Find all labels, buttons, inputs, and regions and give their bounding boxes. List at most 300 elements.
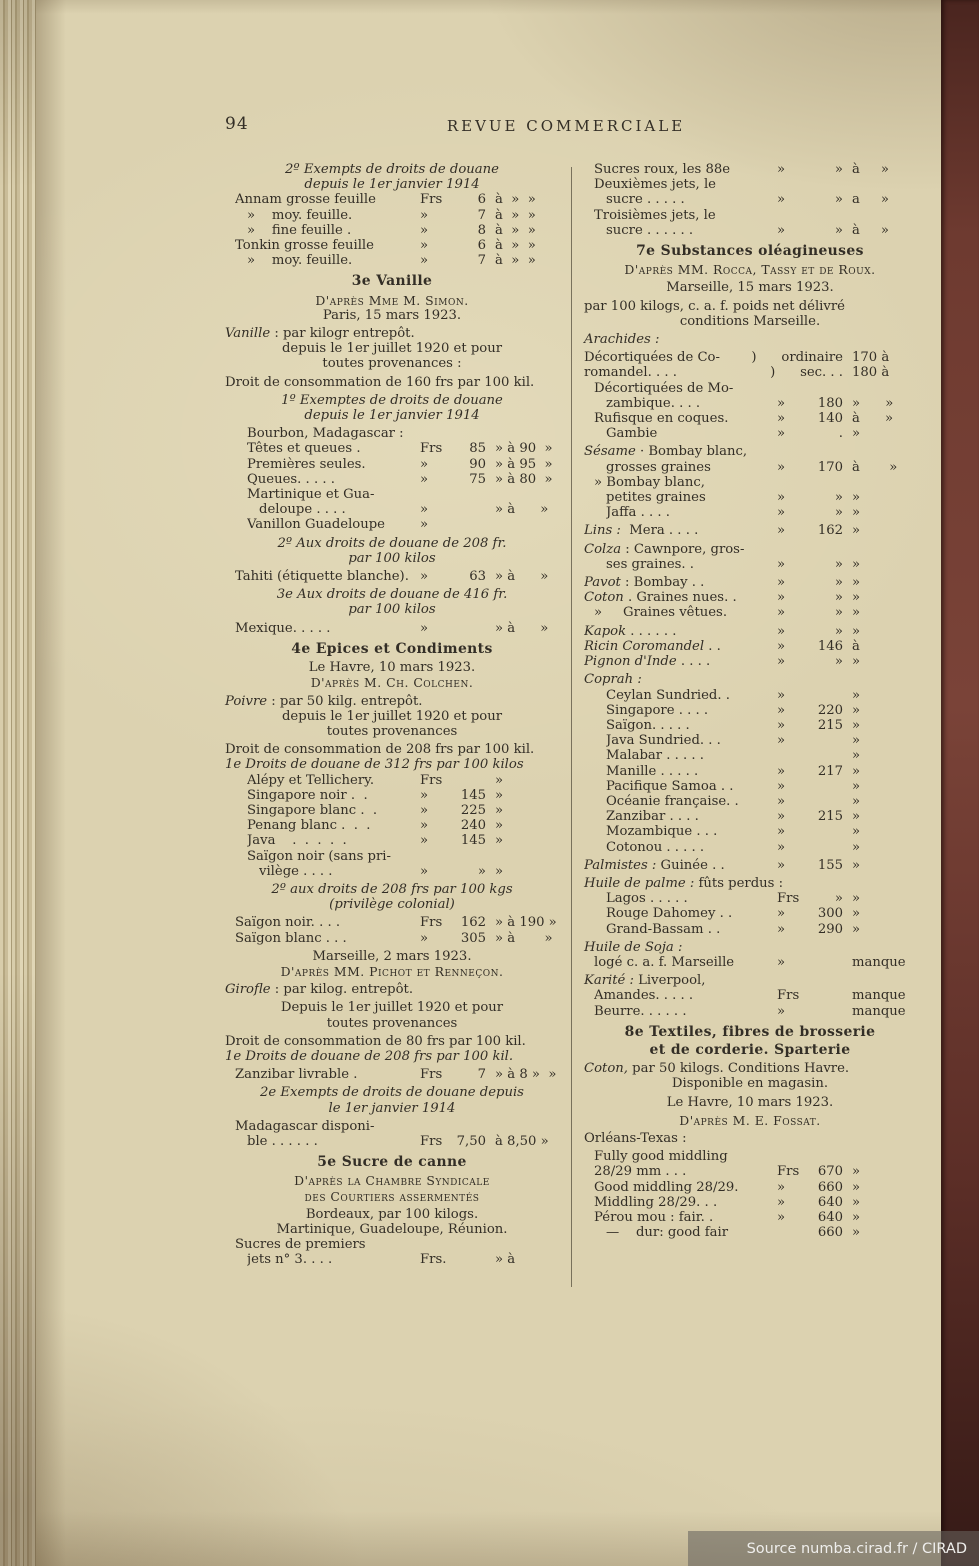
price-row: [584, 922, 916, 937]
text-line: toutes provenances: [326, 723, 458, 739]
row-label: sucre . . . . .: [606, 192, 685, 208]
row-value-c2: [807, 733, 843, 748]
row-label: Java . . . . .: [247, 833, 347, 849]
row-value-c2: »: [834, 590, 843, 606]
row-value-c3: »: [852, 809, 861, 825]
row-value-c1: »: [777, 459, 786, 475]
row-value-c1: Frs: [420, 1067, 443, 1083]
row-value-c1: Frs: [420, 772, 443, 788]
row-value-c2: 240: [460, 818, 486, 834]
row-value-c1: »: [777, 505, 786, 521]
price-row: [584, 733, 916, 748]
row-value-c3: »: [852, 505, 861, 521]
row-value-c2: 63: [469, 569, 486, 585]
row-value-c3: »: [852, 1210, 861, 1225]
row-value-c1: »: [777, 839, 786, 855]
row-value-c2: 290: [817, 921, 843, 937]
row-value-c3: »: [852, 824, 861, 840]
row-value-c1: »: [777, 395, 786, 411]
row-value-c1: Frs: [420, 1133, 443, 1149]
row-value-c3: » à 90 »: [495, 441, 553, 457]
row-value-c3: manque: [852, 1003, 906, 1019]
row-label: Tonkin grosse feuille: [235, 238, 374, 254]
text-line: (privilège colonial): [329, 897, 455, 913]
text-line: Martinique, Guadeloupe, Réunion.: [276, 1222, 508, 1237]
row-label: Saïgon. . . . .: [606, 717, 690, 733]
row-value-c2: [450, 773, 486, 788]
text-line: Karité : Liverpool,: [584, 973, 706, 989]
text-line: Droit de consommation de 80 frs par 100 kil.: [225, 1033, 526, 1049]
row-value-c1: »: [777, 556, 786, 572]
text-line: Décortiquées de Mo-: [594, 380, 734, 396]
row-value-c2: 7,50: [456, 1133, 486, 1149]
row-label: Singapore . . . .: [606, 702, 709, 718]
row-label: jets n° 3. . . .: [247, 1252, 333, 1268]
text-line: 2º Exempts de droits de douane: [285, 162, 499, 177]
row-label: Middling 28/29. . .: [594, 1194, 718, 1210]
row-value-c3: [486, 517, 559, 532]
row-label: Alépy et Tellichery.: [247, 772, 375, 788]
row-label: Océanie française. .: [606, 793, 739, 809]
row-value-c3: »: [852, 623, 861, 639]
row-value-c3: »: [852, 857, 861, 873]
text-line: Disponible en magasin.: [671, 1076, 829, 1092]
price-row: [225, 788, 559, 803]
row-label: Manille . . . . .: [606, 763, 699, 779]
row-value-c3: »: [852, 490, 861, 506]
row-value-c3: à »: [852, 222, 889, 238]
price-row: [225, 1252, 559, 1267]
price-row: [584, 955, 916, 970]
price-row: [584, 192, 916, 207]
text-line: 1e Droits de douane de 208 frs par 100 kil.: [225, 1048, 514, 1064]
row-value-c1: [773, 1225, 807, 1240]
row-label: Lagos . . . . .: [606, 891, 688, 907]
text-line: toutes provenances :: [322, 356, 462, 372]
price-row: [225, 208, 559, 223]
row-value-c1: Frs: [420, 192, 443, 208]
row-value-c1: »: [777, 426, 786, 442]
text-line: toutes provenances: [326, 1015, 458, 1031]
price-row: [225, 915, 559, 930]
row-value-c3: 180 à: [852, 365, 890, 381]
price-row: [584, 162, 916, 177]
row-value-c2: 660: [817, 1225, 843, 1241]
row-value-c1: Frs: [420, 915, 443, 931]
row-value-c2: [807, 688, 843, 703]
row-value-c1: »: [420, 517, 429, 533]
row-value-c2: 220: [817, 702, 843, 718]
byline: D'après MM. Pichot et Renneçon.: [280, 963, 504, 979]
row-value-c2: 162: [460, 915, 486, 931]
row-value-c1: »: [420, 253, 429, 269]
row-value-c1: »: [420, 818, 429, 834]
row-value-c1: »: [777, 733, 786, 749]
row-value-c2: [450, 621, 486, 636]
price-row: [225, 192, 559, 207]
price-row: [225, 502, 559, 517]
row-value-c3: »: [852, 523, 861, 539]
row-label: logé c. a. f. Marseille: [594, 954, 735, 970]
byline: D'après M. E. Fossat.: [679, 1112, 821, 1128]
price-row: [584, 1210, 916, 1225]
price-row: [584, 779, 916, 794]
row-value-c2: sec. . .: [800, 365, 843, 381]
row-value-c1: »: [420, 802, 429, 818]
price-row: [225, 931, 559, 946]
row-value-c1: [773, 748, 807, 763]
row-value-c1: »: [777, 1194, 786, 1210]
row-value-c1: »: [777, 824, 786, 840]
row-value-c3: »: [852, 575, 861, 591]
row-value-c3: » à: [495, 1252, 516, 1268]
row-label: Saïgon blanc . . .: [235, 930, 347, 946]
text-line: Arachides :: [584, 332, 660, 348]
row-label: Rouge Dahomey . .: [606, 906, 733, 922]
row-value-c3: »: [852, 778, 861, 794]
row-label: ble . . . . . .: [247, 1133, 318, 1149]
row-value-c3: »: [852, 906, 861, 922]
text-line: par 100 kilos: [348, 550, 436, 566]
page-number: 94: [225, 114, 249, 134]
row-label: Pignon d'Inde . . . .: [584, 654, 711, 670]
row-value-c1: »: [777, 763, 786, 779]
row-value-c2: »: [834, 891, 843, 907]
row-label: Pavot : Bombay . .: [584, 575, 705, 591]
row-value-c2: [807, 955, 843, 970]
row-value-c1: »: [777, 590, 786, 606]
row-label: Mexique. . . . .: [235, 620, 331, 636]
row-value-c3: »: [852, 717, 861, 733]
price-row: [584, 365, 916, 380]
row-value-c2: 8: [477, 222, 486, 238]
row-label: Beurre. . . . . .: [594, 1003, 687, 1019]
row-value-c2: [807, 988, 843, 1003]
row-value-c1: »: [777, 638, 786, 654]
row-value-c1: »: [420, 930, 429, 946]
page-paper: [36, 0, 941, 1566]
text-line: depuis le 1er janvier 1914: [304, 408, 480, 424]
row-value-c2: 155: [817, 857, 843, 873]
text-line: Marseille, 15 mars 1923.: [666, 280, 834, 296]
price-row: [584, 1004, 916, 1019]
row-value-c1: »: [777, 605, 786, 621]
price-row: [584, 624, 916, 639]
row-value-c1: »: [777, 411, 786, 427]
row-value-c1: »: [777, 1003, 786, 1019]
price-row: [225, 818, 559, 833]
row-value-c3: à: [852, 638, 860, 654]
row-value-c1: »: [777, 1179, 786, 1195]
row-value-c3: »: [852, 921, 861, 937]
text-line: Poivre : par 50 kilg. entrepôt.: [225, 693, 423, 709]
row-value-c2: 170: [817, 459, 843, 475]
text-line: Huile de palme : fûts perdus :: [584, 875, 784, 891]
text-line: Madagascar disponi-: [235, 1118, 375, 1134]
row-value-c2: [807, 824, 843, 839]
row-value-c2: »: [834, 605, 843, 621]
book-cover-strip: [941, 0, 979, 1566]
row-value-c2: »: [834, 556, 843, 572]
row-value-c3: »: [852, 1179, 861, 1195]
price-row: [584, 350, 916, 365]
row-value-c2: 670: [817, 1164, 843, 1180]
row-value-c1: »: [777, 717, 786, 733]
row-value-c2: [807, 840, 843, 855]
row-value-c3: » à 8 » »: [495, 1067, 557, 1083]
text-line: Deuxièmes jets, le: [594, 177, 716, 193]
text-line: Paris, 15 mars 1923.: [322, 307, 462, 323]
book-binding-edges: [0, 0, 36, 1566]
row-label: Ricin Coromandel . .: [584, 638, 721, 654]
row-label: Palmistes : Guinée . .: [584, 857, 725, 873]
row-value-c1: Frs: [420, 441, 443, 457]
text-line: Bordeaux, par 100 kilogs.: [305, 1206, 479, 1222]
price-row: [225, 569, 559, 584]
row-value-c2: 305: [460, 930, 486, 946]
row-label: — dur: good fair: [606, 1225, 729, 1241]
row-value-c2: 7: [477, 207, 486, 223]
price-row: [225, 457, 559, 472]
row-value-c1: »: [420, 471, 429, 487]
row-value-c3: a »: [852, 192, 889, 208]
section-heading: 7e Substances oléagineuses: [636, 243, 864, 260]
row-value-c3: à »: [852, 411, 894, 427]
row-value-c1: »: [777, 222, 786, 238]
row-value-c1: »: [420, 502, 429, 518]
row-value-c3: »: [852, 1164, 861, 1180]
row-value-c1: Frs.: [420, 1252, 447, 1268]
row-value-c3: manque: [852, 988, 906, 1004]
text-line: conditions Marseille.: [679, 313, 821, 329]
row-value-c2: 162: [817, 523, 843, 539]
row-value-c2: »: [834, 505, 843, 521]
text-line: 3e Aux droits de douane de 416 fr.: [276, 587, 508, 603]
row-label: Cotonou . . . . .: [606, 839, 705, 855]
row-value-c2: [450, 1252, 486, 1267]
row-value-c1: »: [777, 523, 786, 539]
row-value-c3: »: [852, 687, 861, 703]
row-value-c3: »: [852, 426, 861, 442]
price-row: [225, 517, 559, 532]
row-value-c1: »: [777, 654, 786, 670]
row-value-c1: »: [777, 809, 786, 825]
row-value-c3: »: [852, 605, 861, 621]
price-row: [584, 223, 916, 238]
price-row: [584, 906, 916, 921]
row-label: ses graines. .: [606, 556, 694, 572]
row-label: Décortiquées de Co-: [584, 350, 720, 366]
row-value-c1: »: [777, 778, 786, 794]
text-line: Fully good middling: [594, 1149, 728, 1165]
price-row: [584, 411, 916, 426]
row-label: » fine feuille .: [247, 222, 352, 238]
row-value-c3: »: [495, 772, 504, 788]
row-value-c2: 7: [477, 1067, 486, 1083]
text-line: 1º Exemptes de droits de douane: [281, 392, 503, 408]
row-value-c3: » à »: [495, 502, 549, 518]
row-value-c1: »: [777, 687, 786, 703]
column-1: [225, 162, 559, 1268]
price-row: [225, 1134, 559, 1149]
text-line: par 100 kilogs, c. a. f. poids net délivré: [584, 298, 845, 314]
row-label: sucre . . . . . .: [606, 222, 694, 238]
row-value-c1: »: [777, 1210, 786, 1225]
price-row: [584, 748, 916, 763]
row-label: deloupe . . . .: [259, 502, 346, 518]
text-line: Coprah :: [584, 672, 642, 688]
price-row: [584, 505, 916, 520]
row-value-c2: 300: [817, 906, 843, 922]
row-value-c3: à »: [852, 162, 889, 177]
row-label: Kapok . . . . . .: [584, 623, 677, 639]
price-row: [584, 654, 916, 669]
row-value-c2: [807, 794, 843, 809]
row-value-c3: »: [852, 590, 861, 606]
row-value-c2: 145: [460, 787, 486, 803]
text-line: Colza : Cawnpore, gros-: [584, 541, 745, 557]
row-value-c3: à »: [852, 459, 898, 475]
row-value-c2: 75: [469, 471, 486, 487]
source-watermark-text: Source numba.cirad.fr / CIRAD: [746, 1540, 967, 1557]
row-value-c1: »: [777, 162, 786, 177]
price-row: [584, 396, 916, 411]
row-value-c3: »: [852, 891, 861, 907]
row-label: Vanillon Guadeloupe: [247, 517, 385, 533]
row-value-c2: 85: [469, 441, 486, 457]
row-value-c2: 6: [477, 238, 486, 254]
row-label: Malabar . . . . .: [606, 748, 704, 764]
row-value-c2: »: [834, 623, 843, 639]
row-value-c2: [450, 502, 486, 517]
row-value-c1: »: [420, 456, 429, 472]
text-line: Depuis le 1er juillet 1920 et pour: [280, 1000, 504, 1016]
row-value-c1: »: [420, 238, 429, 254]
source-watermark-bar: [688, 1531, 979, 1566]
byline: D'après MM. Rocca, Tassy et de Roux.: [624, 262, 876, 278]
price-row: [584, 1180, 916, 1195]
row-value-c3: »: [852, 702, 861, 718]
price-row: [584, 824, 916, 839]
price-row: [584, 426, 916, 441]
row-value-c3: à » »: [495, 238, 536, 254]
text-line: Le Havre, 10 mars 1923.: [666, 1094, 834, 1110]
row-value-c1: ): [751, 350, 757, 366]
row-value-c2: 180: [817, 395, 843, 411]
section-heading: 5e Sucre de canne: [317, 1154, 467, 1171]
row-value-c3: à » »: [495, 192, 536, 208]
row-value-c1: »: [420, 833, 429, 849]
row-value-c1: »: [420, 620, 429, 636]
text-line: Marseille, 2 mars 1923.: [312, 948, 472, 964]
row-value-c1: »: [420, 569, 429, 585]
row-value-c2: »: [834, 162, 843, 177]
row-label: Saïgon noir. . . .: [235, 915, 341, 931]
column-divider: [571, 167, 572, 1287]
text-line: 2º Aux droits de douane de 208 fr.: [277, 535, 507, 551]
journal-title: REVUE COMMERCIALE: [446, 117, 686, 135]
row-value-c1: Frs: [777, 988, 800, 1004]
row-label: Rufisque en coques.: [594, 411, 729, 427]
row-value-c2: »: [834, 575, 843, 591]
row-value-c3: »: [852, 1194, 861, 1210]
row-value-c2: [807, 748, 843, 763]
row-label: Grand-Bassam . .: [606, 921, 721, 937]
row-label: Premières seules.: [247, 456, 366, 472]
row-label: Tahiti (étiquette blanche).: [235, 569, 409, 585]
price-row: [584, 764, 916, 779]
price-row: [584, 557, 916, 572]
row-label: Pérou mou : fair. .: [594, 1210, 714, 1225]
row-value-c1: »: [777, 575, 786, 591]
row-value-c3: »: [495, 863, 504, 879]
price-row: [584, 858, 916, 873]
row-value-c3: »: [852, 748, 861, 764]
row-value-c3: à » »: [495, 253, 536, 269]
row-label: Pacifique Samoa . .: [606, 778, 734, 794]
price-row: [584, 490, 916, 505]
row-value-c1: »: [777, 490, 786, 506]
row-value-c1: »: [777, 192, 786, 208]
row-value-c1: »: [777, 623, 786, 639]
text-line: Droit de consommation de 208 frs par 100 kil.: [225, 742, 535, 758]
row-value-c3: manque: [852, 954, 906, 970]
text-line: Sésame · Bombay blanc,: [584, 444, 748, 460]
row-value-c2: 225: [460, 802, 486, 818]
row-label: petites graines: [606, 490, 706, 506]
row-label: Penang blanc . . .: [247, 818, 371, 834]
price-row: [225, 223, 559, 238]
section-heading: 3e Vanille: [351, 273, 433, 290]
row-label: Ceylan Sundried. .: [606, 687, 730, 703]
row-value-c3: »: [852, 763, 861, 779]
row-value-c1: »: [420, 207, 429, 223]
row-label: » moy. feuille.: [247, 253, 353, 269]
byline: D'après Mme M. Simon.: [315, 292, 469, 308]
row-label: Queues. . . . .: [247, 471, 335, 487]
price-row: [584, 703, 916, 718]
row-label: Jaffa . . . .: [606, 505, 670, 521]
row-value-c2: »: [834, 192, 843, 208]
price-row: [225, 621, 559, 636]
row-value-c3: »: [495, 818, 504, 834]
byline: des Courtiers assermentés: [304, 1188, 480, 1204]
row-value-c3: » à »: [495, 930, 553, 946]
section-heading: 4e Epices et Condiments: [291, 640, 493, 657]
row-value-c3: »: [495, 787, 504, 803]
text-line: Huile de Soja :: [584, 939, 683, 955]
row-value-c3: »: [852, 733, 861, 749]
row-value-c1: »: [777, 857, 786, 873]
row-value-c2: 660: [817, 1179, 843, 1195]
row-value-c3: »: [852, 839, 861, 855]
row-value-c2: .: [838, 426, 843, 442]
row-value-c1: »: [777, 702, 786, 718]
text-line: depuis le 1er juillet 1920 et pour: [281, 708, 503, 724]
row-value-c2: »: [834, 490, 843, 506]
row-value-c2: »: [834, 654, 843, 670]
row-value-c3: »: [852, 556, 861, 572]
text-line: Vanille : par kilogr entrepôt.: [225, 326, 415, 342]
row-value-c2: [807, 1004, 843, 1019]
row-value-c2: 215: [817, 809, 843, 825]
text-line: par 100 kilos: [348, 602, 436, 618]
text-line: depuis le 1er juillet 1920 et pour: [281, 341, 503, 357]
row-value-c2: 140: [817, 411, 843, 427]
row-label: grosses graines: [606, 459, 711, 475]
row-label: Amandes. . . . .: [594, 988, 694, 1004]
row-value-c2: 215: [817, 717, 843, 733]
